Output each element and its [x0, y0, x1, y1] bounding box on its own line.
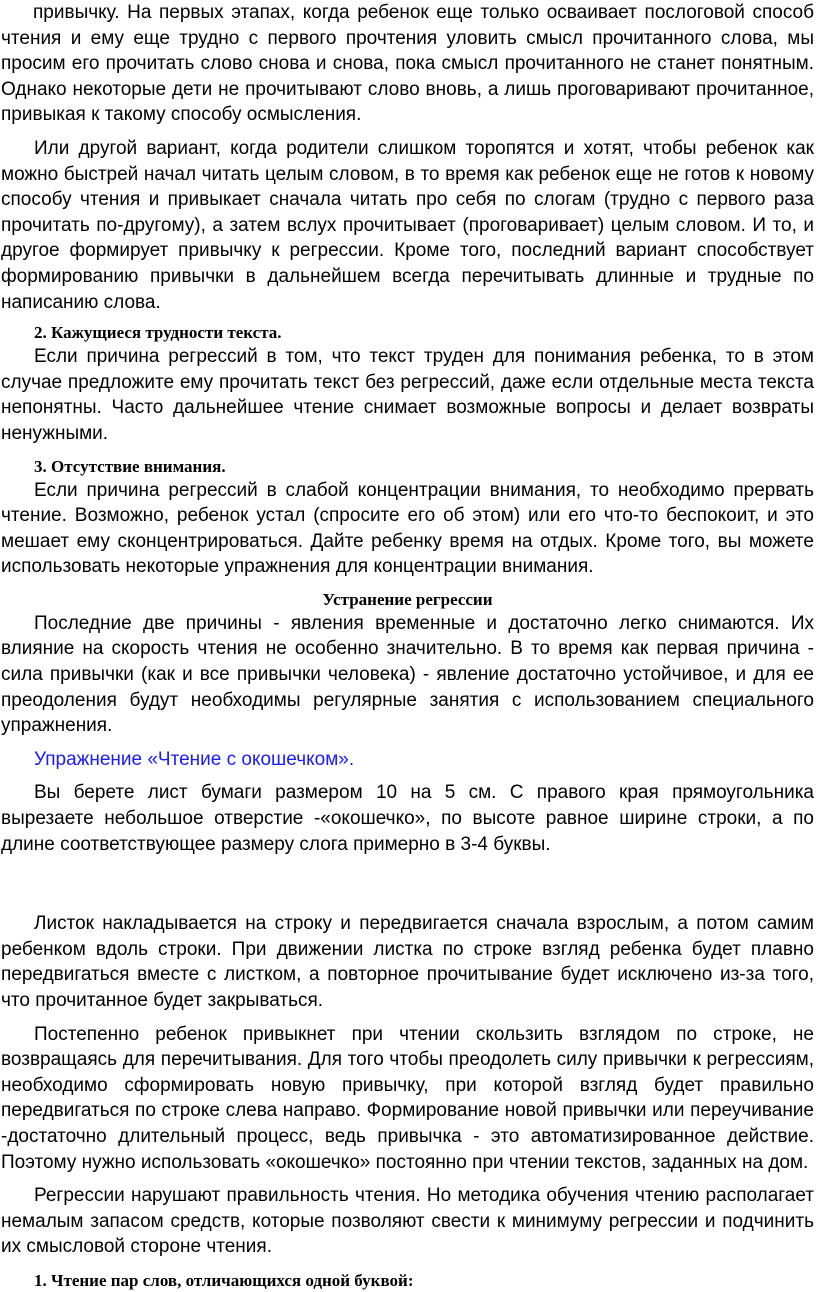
exercise-link[interactable]: Упражнение «Чтение с окошечком». [34, 748, 355, 770]
paragraph-text-difficulty: Если причина регрессий в том, что текст труден для понимания ребенка, то в этом случае предложите ему прочитать текст без регрессий, даже если отдельные места текста непонятны. Часто дальнейшее чтение снимает возможные вопросы и делает возвраты ненужными. [1, 346, 814, 444]
paragraph-causes: Последние две причины - явления временные и достаточно легко снимаются. Их влияние на скорость чтения не особенно значительно. В то время как первая причина - сила привычки (как и все привычки человека) - явление достаточно устойчивое, и для ее преодоления будут необходимы регулярные занятия с использованием специального упражнения. [1, 612, 814, 737]
section-title-regression-elimination: Устранение регрессии [322, 589, 493, 609]
paragraph-regression-correctness: Регрессии нарушают правильность чтения. Но методика обучения чтению располагает немалым запасом средств, которые позволяют свести к минимуму регрессии и подчинить их смысловой стороне чтения. [1, 1185, 814, 1258]
paragraph-new-habit: Постепенно ребенок привыкнет при чтении скользить взглядом по строке, не возвращаясь для перечитывания. Для того чтобы преодолеть силу привычки к регрессиям, необходимо сформировать новую привычку, при которой взгляд будет правильно передвигаться по строке слева направо. Формирование новой привычки или переучивание -достаточно длительный процесс, ведь привычка - это автоматизированное действие. Поэтому нужно использовать «окошечко» постоянно при чтении текстов, заданных на дом. [1, 1023, 814, 1173]
heading-word-pairs: 1. Чтение пар слов, отличающихся одной буквой: [34, 1270, 414, 1290]
paragraph-another-variant: Или другой вариант, когда родители слишком торопятся и хотят, чтобы ребенок как можно быстрей начал читать целым словом, в то время как ребенок еще не готов к новому способу чтения и привыкает сначала читать про себя по слогам (трудно с первого раза прочитать по-другому), а затем вслух прочитывает (проговаривает) целым словом. И то, и другое формирует привычку к регрессии. Кроме того, последний вариант способствует формированию привычки в дальнейшем всегда перечитывать длинные и трудные по написанию слова. [1, 137, 814, 313]
paragraph-window-description: Вы берете лист бумаги размером 10 на 5 см. С правого края прямоугольника вырезаете небольшое отверстие -«окошечко», по высоте равное ширине строки, а по длине соответствующее размеру слога примерно в 3-4 буквы. [1, 782, 814, 855]
blank-space [1, 857, 814, 911]
paragraph-attention: Если причина регрессий в слабой концентрации внимания, то необходимо прервать чтение. Возможно, ребенок устал (спросите его об этом) или его что-то беспокоит, и это мешает ему сконцентрироваться. Дайте ребенку время на отдых. Кроме того, вы можете использовать некоторые упражнения для концентрации внимания. [1, 479, 814, 578]
heading-lack-of-attention: 3. Отсутствие внимания. [34, 456, 226, 476]
paragraph-sheet-usage: Листок накладывается на строку и передвигается сначала взрослым, а потом самим ребенком вдоль строки. При движении листка по строке взгляд ребенка будет плавно передвигаться вместе с листком, а повторное прочитывание будет исключено из-за того, что прочитанное будет закрываться. [1, 913, 814, 1011]
heading-apparent-difficulty: 2. Кажущиеся трудности текста. [34, 323, 282, 343]
paragraph-habit-intro: привычку. На первых этапах, когда ребенок еще только осваивает послоговой способ чтения и ему еще трудно с первого прочтения уловить смысл прочитанного слова, мы просим его прочитать слово снова и снова, пока смысл прочитанного не станет понятным. Однако некоторые дети не прочитывают слово вновь, а лишь проговаривают прочитанное, привыкая к такому способу осмысления. [1, 2, 814, 126]
